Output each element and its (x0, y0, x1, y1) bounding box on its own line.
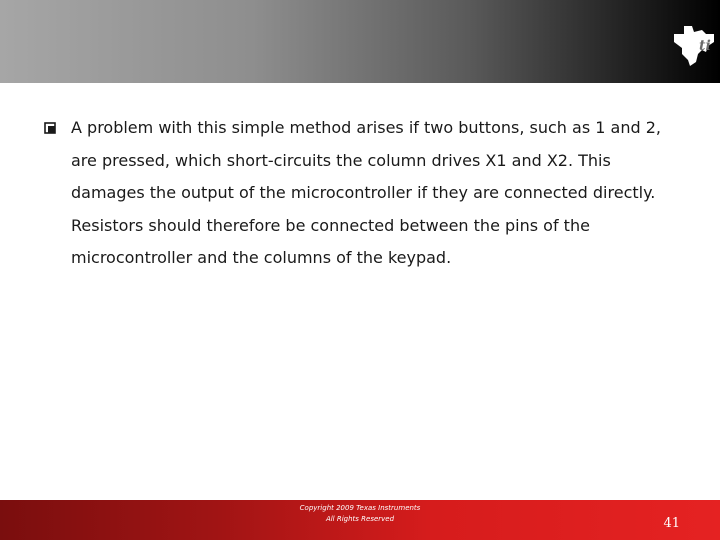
svg-text:ti: ti (699, 38, 711, 54)
header-band (0, 0, 720, 83)
copyright-line-1: Copyright 2009 Texas Instruments (299, 504, 421, 512)
copyright-line-2: All Rights Reserved (325, 515, 395, 523)
footer-band (0, 500, 720, 540)
checkbox-bullet-icon (44, 122, 56, 134)
page-number: 41 (663, 516, 680, 531)
ti-logo-icon (668, 20, 718, 70)
bullet-item (44, 112, 684, 275)
copyright-notice (250, 503, 470, 525)
bullet-text: A problem with this simple method arises if two buttons, such as 1 and 2, are pressed, which short-circuits the column drives X1 and X2. This damages the output of the microcontroller if they are connected directly. Resistors should therefore be connected between the pins of the microcontroller and the columns of the keypad. (71, 118, 661, 267)
slide-content (44, 112, 684, 275)
